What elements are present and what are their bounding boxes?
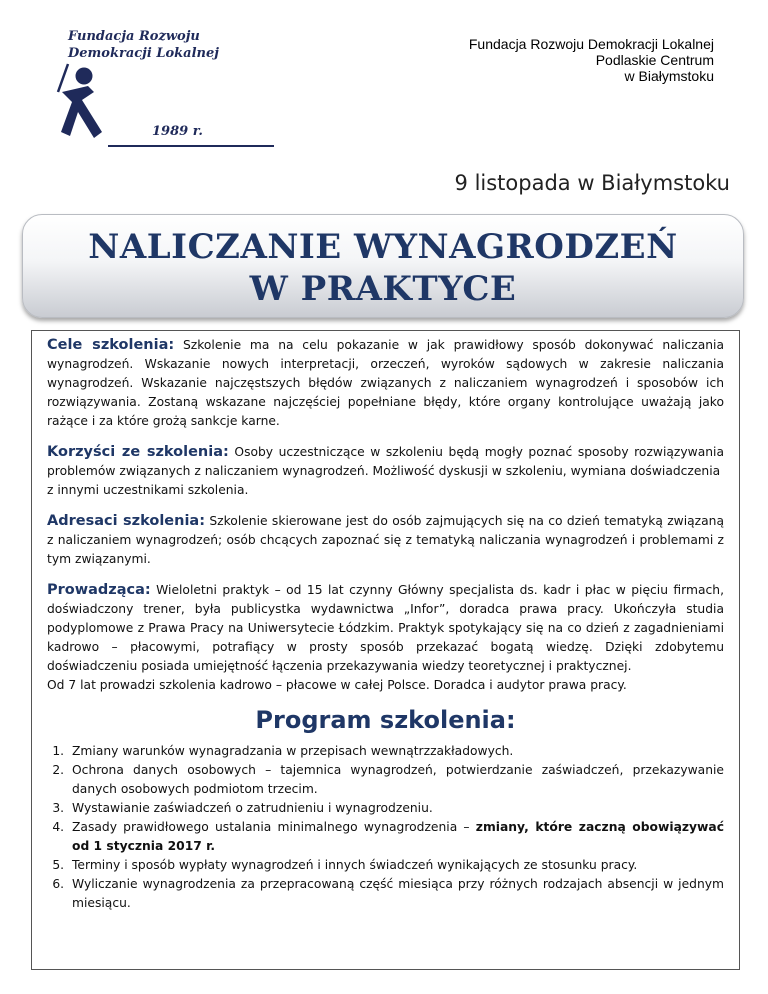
logo-name-line2: Demokracji Lokalnej [68,46,219,61]
content-frame [31,330,740,970]
benefits-text-continued: z innymi uczestnikami szkolenia. [47,483,249,497]
program-item [68,818,724,856]
trainer-text-continued: Od 7 lat prowadzi szkolenia kadrowo – płacowe w całej Polsce. Doradca i audytor prawa pracy. [47,678,627,692]
logo-name [68,28,219,62]
trainer-section [47,581,724,695]
program-item [68,856,724,875]
goals-text: Szkolenie ma na celu pokazanie w jak prawidłowy sposób dokonywać naliczania wynagrodzeń. Wskazanie nowych interpretacji, orzeczeń, wyroków sądowych w zakresie naliczania wynagrodzeń. Wskazanie najczęstszych błędów związanych z naliczaniem wynagrodzeń i sposobów ich rozwiązywania. Zostaną wskazane najczęściej popełniane błędy, które organy kontrolujące uważają jako rażące i za które grożą sankcje karne. [47,338,724,428]
benefits-text: Osoby uczestniczące w szkoleniu będą mogły poznać sposoby rozwiązywania problemów związanych z naliczaniem wynagrodzeń. Możliwość dyskusji w szkoleniu, wymiana doświadczenia [47,445,724,478]
organization-header [469,36,714,84]
audience-text: Szkolenie skierowane jest do osób zajmujących się na co dzień tematyką związaną z naliczaniem wynagrodzeń; osób chcących zapoznać się z tematyką naliczania wynagrodzeń i problemami z tym związanymi. [47,514,724,566]
program-item-text: Terminy i sposób wypłaty wynagrodzeń i innych świadczeń wynikających ze stosunku pracy. [72,858,638,872]
benefits-heading: Korzyści ze szkolenia: [47,444,229,460]
running-figure-icon [54,62,114,144]
goals-section [47,336,724,431]
logo-year: 1989 r. [152,124,203,139]
title-banner [22,214,744,318]
program-item-text: Zasady prawidłowego ustalania minimalnego wynagrodzenia – [72,820,470,834]
program-item [68,799,724,818]
trainer-text: Wieloletni praktyk – od 15 lat czynny Główny specjalista ds. kadr i płac w pięciu firmach, doświadczony trener, była publicystka wydawnictwa „Infor”, doradca prawa pracy. Ukończyła studia podyplomowe z Prawa Pracy na Uniwersytecie Łódzkim. Praktyk spotykający się na co dzień z zagadnieniami kadrowo – płacowymi, potrafiący w prosty sposób przekazać bogatą wiedzę. Dzięki zdobytemu doświadczeniu posiada umiejętność łączenia przekazywania wiedzy teoretycznej i praktycznej. [47,583,724,673]
org-line1: Fundacja Rozwoju Demokracji Lokalnej [468,36,714,52]
event-date: 9 listopada w Białymstoku [454,171,730,195]
org-line3: w Białymstoku [624,68,714,84]
program-item-text: Wystawianie zaświadczeń o zatrudnieniu i wynagrodzeniu. [72,801,433,815]
title-line1: NALICZANIE WYNAGRODZEŃ [88,227,678,267]
org-line2: Podlaskie Centrum [595,52,714,68]
audience-section [47,512,724,569]
goals-heading: Cele szkolenia: [47,337,175,353]
program-item-text: Ochrona danych osobowych – tajemnica wynagrodzeń, potwierdzanie zaświadczeń, przekazywanie danych osobowych podmiotom trzecim. [72,763,724,796]
logo-divider [108,145,274,147]
program-item [68,875,724,913]
program-list [47,742,724,913]
trainer-heading: Prowadząca: [47,582,151,598]
program-title: Program szkolenia: [255,706,516,734]
audience-heading: Adresaci szkolenia: [47,513,206,529]
program-item-text: Zmiany warunków wynagradzania w przepisach wewnątrzzakładowych. [72,744,514,758]
program-item-highlight: zmiany, które zaczną obowiązywać od 1 stycznia 2017 r. [72,820,724,853]
title-line2: W PRAKTYCE [249,269,517,309]
program-item [68,761,724,799]
foundation-logo [54,28,224,152]
program-item [68,742,724,761]
program-item-text: Wyliczanie wynagrodzenia za przepracowaną część miesiąca przy różnych rodzajach absencji w jednym miesiącu. [72,877,724,910]
benefits-section [47,443,724,500]
logo-name-line1: Fundacja Rozwoju [68,29,200,44]
